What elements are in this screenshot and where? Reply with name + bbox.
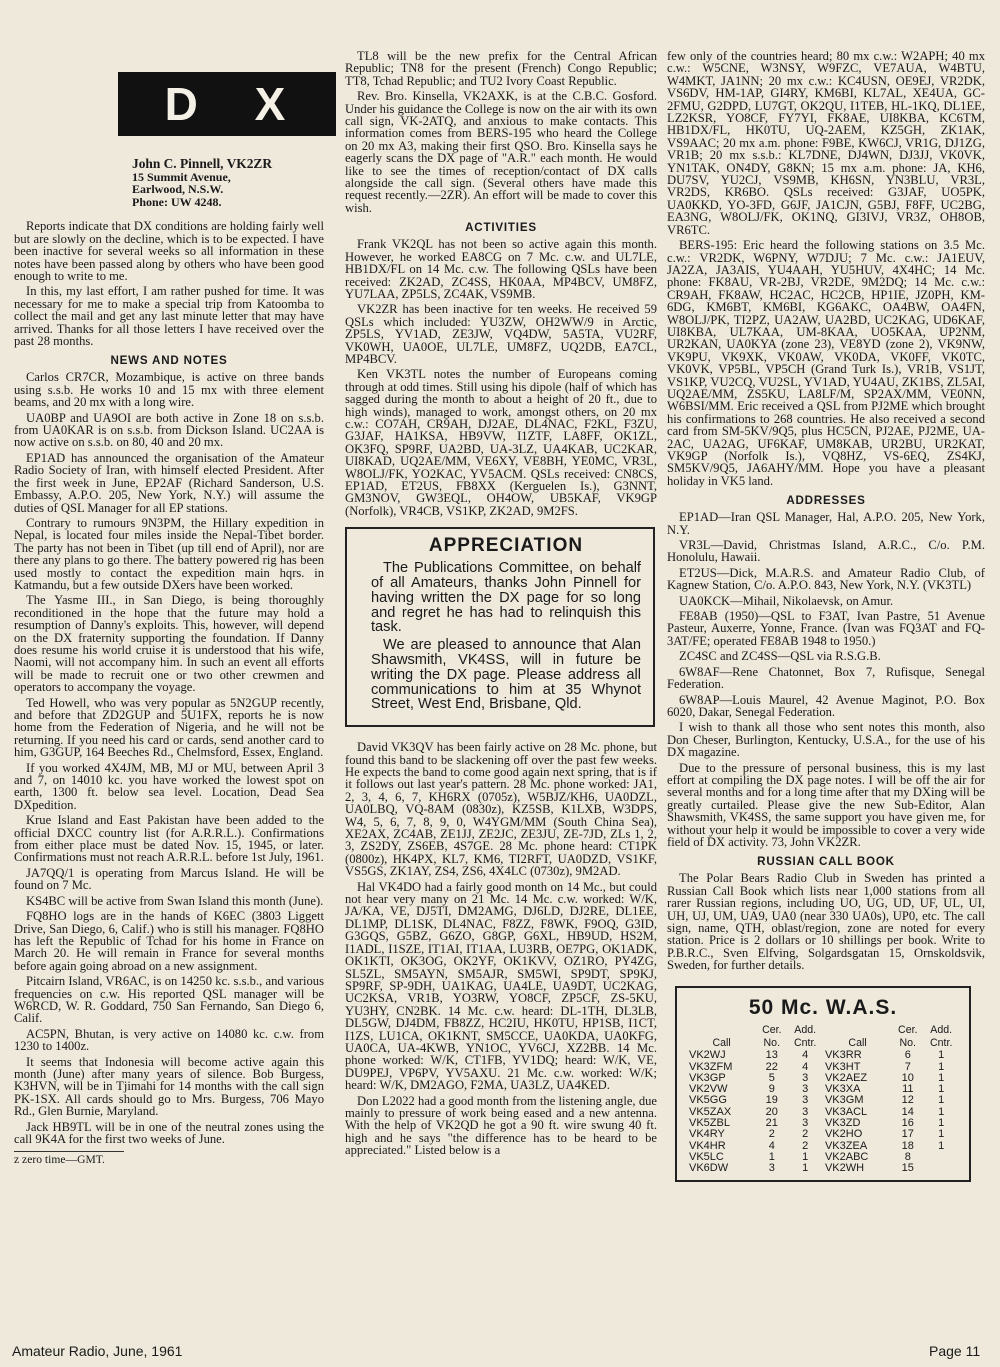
certificate-number: 6 bbox=[904, 1049, 911, 1062]
call-sign: VK3ZD bbox=[824, 1117, 861, 1129]
paragraph: FQ8HO logs are in the hands of K6EC (3803 Liggett Drive, San Diego, 6, Calif.) who is still his manager. FQ8HO has left the Republic of Tchad for his home in France on March 20. He will remain in France for several months before again going abroad on a new assignment. bbox=[14, 909, 324, 973]
paragraph: Ted Howell, who was very popular as 5N2GUP recently, and before that ZD2GUP and 5U1FX, reports he is now home from the Federation of Nigeria, and he will not be returning. If you need his card or cards, send another card to him, G3GUP, 164 Beeches Rd., Chelmsford, Essex, England. bbox=[14, 695, 324, 760]
added-countries: 3 bbox=[802, 1105, 809, 1118]
call-sign: VK2AEZ bbox=[824, 1071, 868, 1084]
table-row bbox=[687, 1084, 959, 1095]
address-entry: VR3L—David, Christmas Island, A.R.C., C/o. P.M. Honolulu, Hawaii. bbox=[667, 538, 985, 565]
call-sign: VK2HO bbox=[824, 1128, 863, 1141]
certificate-number: 15 bbox=[901, 1162, 914, 1175]
added-countries: 3 bbox=[802, 1094, 809, 1107]
table-row bbox=[687, 1118, 959, 1129]
paragraph: Frank VK2QL has not been so active again this month. However, he worked EA8CG on 7 Mc. c.w. and UL7LE, HB1DX/FL on 14 Mc. c.w. The following QSLs have been received: ZK2AD, ZC4SS, HK0AA, MP4BCV, UM8FZ, YU7LAA, ZP5LS, ZC4AK, VS9MB. bbox=[345, 237, 657, 301]
certificate-number: 10 bbox=[901, 1071, 914, 1084]
added-countries: 1 bbox=[938, 1105, 945, 1118]
appreciation-box bbox=[345, 527, 655, 727]
certificate-number: 7 bbox=[904, 1060, 911, 1073]
certificate-number: 11 bbox=[902, 1083, 914, 1096]
call-sign: VK3ACL bbox=[824, 1105, 868, 1118]
added-countries bbox=[923, 1152, 959, 1163]
paragraph: EP1AD has announced the organisation of the Amateur Radio Society of Iran, with himself elected President. After the first week in June, EP2AF (Richard Sanderson, U.S. Embassy, A.P.O. 205, New York, N.Y.) will assume the duties of QSL Manager for all EP stations. bbox=[14, 450, 324, 515]
call-sign: VK3ZFM bbox=[689, 1060, 733, 1073]
certificate-number: 20 bbox=[765, 1105, 778, 1118]
paragraph: The Yasme III., in San Diego, is being thoroughly reconditioned in the hope that the future may hold a resumption of Danny's exploits. This, however, will depend on the DX fraternity supporting the foundation. If Danny does resume his world cruise it is understood that his wife, Naomi, will not accompany him. In such an event all efforts will be made to recruit one or two other crewmen and operators to accompany the voyage. bbox=[14, 593, 324, 695]
column-2 bbox=[345, 50, 657, 1160]
address-entry: EP1AD—Iran QSL Manager, Hal, A.P.O. 205, New York, N.Y. bbox=[667, 510, 985, 537]
paragraph: TL8 will be the new prefix for the Central African Republic; TN8 for the present (French) Congo Republic; TT8, Tchad Republic; and TU2 Ivory Coast Republic. bbox=[345, 49, 657, 88]
heading-news: NEWS AND NOTES bbox=[110, 354, 228, 368]
call-sign: VK6DW bbox=[689, 1162, 729, 1175]
call-sign: VK5LC bbox=[689, 1150, 724, 1163]
address-entry: ET2US—Dick, M.A.R.S. and Amateur Radio Club, of Kagnew Station, C/o. A.P.O. 843, New York, N.Y. (VK3TL) bbox=[667, 565, 985, 593]
certificate-number: 2 bbox=[768, 1128, 775, 1141]
paragraph: Carlos CR7CR, Mozambique, is active on three bands using s.s.b. He works 10 and 15 mx with three element beams, and 20 mx with a long wire. bbox=[14, 370, 324, 410]
paragraph: Rev. Bro. Kinsella, VK2AXK, is at the C.B.C. Gosford. Under his guidance the College is now on the air with its own call sign, VK-2ATQ, and anxious to make contacts. This information comes from BERS-195 who heard the College on 20 mx A3, making their first QSO. Bro. Kinsella says he eagerly scans the DX page of "A.R." each month. He would like to see the times of reception/contact of DX calls alongside the call sign. (Several others have made this request recently.—2ZR). An effort will be made to cover this wish. bbox=[345, 89, 657, 215]
certificate-number: 16 bbox=[901, 1117, 914, 1129]
added-countries: 1 bbox=[802, 1162, 809, 1175]
added-countries: 4 bbox=[802, 1049, 809, 1062]
paragraph: It seems that Indonesia will become active again this month (June) after many years of silence. Bob Burgess, K3HVN, will be in Tjimahi for 14 months with the call sign PK-1SX. All cards should go to Mrs. Burgess, 706 Mayo Rd., Glen Burnie, Maryland. bbox=[14, 1054, 324, 1119]
section-title: D X bbox=[118, 72, 336, 136]
heading-russian-call-book: RUSSIAN CALL BOOK bbox=[757, 855, 895, 869]
paragraph: If you worked 4X4JM, MB, MJ or MU, between April 3 and 7, on 14010 kc. you have worked the lowest spot on earth, 1300 ft. below sea level. Location, Dead Sea DXpedition. bbox=[14, 760, 324, 812]
added-countries: 1 bbox=[938, 1094, 945, 1107]
col-header: Cer. bbox=[898, 1023, 918, 1036]
column-1 bbox=[14, 72, 324, 1170]
certificate-number: 18 bbox=[901, 1139, 914, 1152]
certificate-number: 9 bbox=[768, 1083, 775, 1096]
paragraph: The Polar Bears Radio Club in Sweden has printed a Russian Call Book which lists near 1,000 stations from all rarer Russian regions, including UO, UG, UD, UF, UL, UI, UH, UJ, UM, UA9, UA0 (near 330 UA0s), UP0, etc. The call sign, name, QTH, oblast/region, zone are noted for every station. Price is 2 dollars or 10 shillings per book. Write to P.B.R.C., Sven Elfving, Solgardsgatan 15, Ornskoldsvik, Sweden, for further details. bbox=[667, 871, 985, 973]
added-countries: 1 bbox=[938, 1049, 945, 1062]
address-entry: ZC4SC and ZC4SS—QSL via R.S.G.B. bbox=[679, 649, 881, 664]
paragraph: Don L2022 had a good month from the listening angle, due mainly to pressure of work being eased and a new antenna. With the help of VK2QD he got a 90 ft. wire swung 40 ft. high and he says "the difference has to be heard to be appreciated." Listed below is a bbox=[345, 1093, 657, 1158]
paragraph: Ken VK3TL notes the number of Europeans coming through at odd times. Still using his dipole (half of which has sagged during the month to about a height of 20 ft., due to high winds), managed to work, amongst others, on 20 mx c.w.: CO7AH, CR9AH, DJ2AE, DL4NAC, F2KL, F3ZU, G3JAF, HA1KSA, HB9VW, I1ZTF, LA8FF, OK1ZL, OK3FQ, SP9RF, UA2BD, UA-3LZ, UA4KAB, UC2KAR, UI8KAD, UQ2AE/MM, VE6XY, VE8BH, YE0MC, VR3L, W8OLJ/FK, YO2KAC, YV5ACM. QSLs received: CN8CS, EP1AD, ET2US, FB8XX (Kerguelen Is.), G3NNT, GM3NOV, GW3EQL, OH4OW, UB5KAF, VK9GP (Norfolk), VR4CB, VS1KP, ZK2AD, 9M2FS. bbox=[345, 367, 657, 518]
was-title: 50 Mc. W.A.S. bbox=[748, 995, 898, 1019]
added-countries: 3 bbox=[802, 1071, 809, 1084]
appreciation-paragraph: We are pleased to announce that Alan Shawsmith, VK4SS, will in future be writing the DX page. Please address all communications to him at 35 Whynot Street, West End, Brisbane, Qld. bbox=[371, 637, 641, 713]
col-header: Cer. bbox=[762, 1023, 782, 1036]
added-countries: 1 bbox=[938, 1060, 945, 1073]
paragraph: AC5PN, Bhutan, is very active on 14080 kc. c.w. from 1230 to 1400z. bbox=[14, 1026, 324, 1054]
table-row bbox=[687, 1141, 959, 1152]
added-countries bbox=[923, 1163, 959, 1174]
author-phone: Phone: UW 4248. bbox=[132, 194, 222, 209]
call-sign: VK5GG bbox=[689, 1094, 727, 1107]
col-header: Cntr. bbox=[930, 1036, 953, 1049]
address-entry: FE8AB (1950)—QSL to F3AT, Ivan Pastre, 51 Avenue Pasteur, Auxerre, Yonne, France. (Ivan was FQ3AT and FQ-3AT/FE; operated FE8AB 1948 to 1950.) bbox=[667, 609, 985, 648]
table-row bbox=[687, 1163, 959, 1174]
added-countries: 1 bbox=[938, 1128, 945, 1141]
author-address-line: Earlwood, N.S.W. bbox=[132, 182, 224, 197]
table-row bbox=[687, 1095, 959, 1106]
added-countries: 3 bbox=[802, 1117, 809, 1129]
certificate-number: 13 bbox=[765, 1049, 778, 1062]
col-header: Add. bbox=[930, 1023, 953, 1036]
paragraph: JA7QQ/1 is operating from Marcus Island. He will be found on 7 Mc. bbox=[14, 865, 324, 893]
certificate-number: 1 bbox=[768, 1150, 775, 1163]
heading-activities: ACTIVITIES bbox=[465, 221, 537, 235]
table-row bbox=[687, 1129, 959, 1140]
added-countries: 1 bbox=[938, 1071, 945, 1084]
footer-publication: Amateur Radio, June, 1961 bbox=[12, 1343, 183, 1359]
call-sign: VK2VW bbox=[689, 1083, 728, 1096]
was-table-body bbox=[687, 1050, 959, 1174]
appreciation-title: APPRECIATION bbox=[428, 535, 584, 557]
address-entry: 6W8AP—Louis Maurel, 42 Avenue Maginot, P.O. Box 6020, Dakar, Senegal Federation. bbox=[667, 692, 985, 719]
table-row bbox=[687, 1062, 959, 1073]
col-header: Call bbox=[712, 1036, 731, 1049]
added-countries: 1 bbox=[938, 1139, 945, 1152]
paragraph: In this, my last effort, I am rather pushed for time. It was necessary for me to make a special trip from Katoomba to collect the mail and get any last minute letter that may have arrived. Thanks for all those letters I have received over the past 28 months. bbox=[14, 284, 324, 349]
paragraph: BERS-195: Eric heard the following stations on 3.5 Mc. c.w.: VR2DK, W6PNY, W7DJU; 7 Mc. c.w.: JA1EUV, JA2ZA, JA3AIS, YU4AAH, YU5HUV, 4X4HC; 14 Mc. phone: FK8AU, VR-2BJ, VR2DE, 9M2DQ; 14 Mc. c.w.: CR9AH, FK8AW, HC2AC, HC2CB, HP1IE, JZ0PH, KM-6DG, KM6BT, KM6BI, KG6AKC, OA4BW, OA4FN, W8OLJ/PK, TI2PZ, UA2AW, UA2BD, UC2KAG, UD6KAF, UI8KBA, UL7KAA, UM-8KAA, UO5KAA, UP2NM, UR2KAN, UA0KYA (zone 23), VE8YD (zone 2), VK9NW, VK9PU, VK9XK, VK0AW, VK0DA, VK0FF, VK0TC, VK0VK, VP5BL, VP5CH (Grand Turk Is.), VR1B, VS1JT, VS1KP, VU2CQ, VU2SL, YV1AD, YU4AU, ZK1BS, ZL5AI, UQ2AE/MM, ZS5KU, LA8LF/M, SP2AX/MM, VE0NN, W6BSI/MM. Eric received a QSL from PJ2ME which brought his confirmations to 268 countries. He also received a second card from SM-5KV/9Q5, plus HC5CN, PJ2AE, PJ2ME, UA-2AC, UA2AG, UF6KAF, UM8KAB, UR2BU, UR2KAT, VK9GP (Norfolk Is.), VQ8HZ, VS-6EQ, ZS4KJ, SM5KV/9Q5, JA6AHY/MM. Hope you have a pleasant holiday in VK5 land. bbox=[667, 238, 985, 488]
table-row bbox=[687, 1050, 959, 1061]
certificate-number: 14 bbox=[901, 1105, 914, 1118]
col-header: No. bbox=[763, 1036, 781, 1049]
paragraph: Due to the pressure of personal business, this is my last effort at compiling the DX page notes. I will be off the air for several months and for a long time after that my DXing will be greatly curtailed. Please give the new Sub-Editor, Alan Shawsmith, VK4SS, the same support you have given me, for without your help it would be impossible to cover a very wide field of DX activity. 73, John VK2ZR. bbox=[667, 760, 985, 849]
author-address-line: 15 Summit Avenue, bbox=[132, 169, 231, 184]
added-countries: 2 bbox=[802, 1139, 809, 1152]
col-header: No. bbox=[899, 1036, 917, 1049]
certificate-number: 17 bbox=[901, 1128, 914, 1141]
added-countries: 4 bbox=[802, 1060, 809, 1073]
added-countries: 1 bbox=[938, 1083, 945, 1096]
was-table bbox=[687, 1024, 959, 1175]
added-countries: 1 bbox=[802, 1150, 809, 1163]
column-3 bbox=[667, 50, 985, 1182]
call-sign: VK2WH bbox=[824, 1162, 865, 1175]
paragraph: Pitcairn Island, VR6AC, is on 14250 kc. s.s.b., and various frequencies on c.w. His reported QSL manager will be W6RCD, W. R. Goddard, 750 San Fernando, San Diego 6, Calif. bbox=[14, 974, 324, 1026]
footer-page-number: Page 11 bbox=[929, 1343, 981, 1359]
certificate-number: 4 bbox=[768, 1139, 775, 1152]
call-sign: VK3GM bbox=[824, 1094, 864, 1107]
certificate-number: 12 bbox=[901, 1094, 914, 1107]
call-sign: VK2WJ bbox=[689, 1049, 726, 1062]
paragraph: Krue Island and East Pakistan have been added to the official DXCC country list (for A.R.R.L.). Confirmations from either place must be dated Nov. 15, 1945, or later. Confirmations must not reach A.R.R.L. before 1st July, 1961. bbox=[14, 813, 324, 865]
certificate-number: 19 bbox=[765, 1094, 778, 1107]
call-sign: VK2ABC bbox=[824, 1150, 869, 1163]
paragraph: UA0BP and UA9OI are both active in Zone 18 on s.s.b. from UA0KAR is on s.s.b. from Dickson Island. UC2AA is now active on s.s.b. on 80, 40 and 20 mx. bbox=[14, 410, 324, 450]
paragraph: KS4BC will be active from Swan Island this month (June). bbox=[26, 893, 324, 908]
paragraph: VK2ZR has been inactive for ten weeks. He received 59 QSLs which included: YU3ZW, OH2WW/9 in Arctic, ZP5LS, YV1AD, ZE3JW, VQ4DW, 5A5TA, VU2RF, VK0WH, UA0OE, UL7LE, UM8FZ, UQ2DB, EA7CL, MP4BCV. bbox=[345, 302, 657, 366]
col-header: Call bbox=[848, 1036, 867, 1049]
call-sign: VK4RY bbox=[689, 1128, 725, 1141]
call-sign: VK4HR bbox=[689, 1139, 726, 1152]
was-table-box bbox=[675, 986, 971, 1183]
added-countries: 1 bbox=[938, 1117, 945, 1129]
appreciation-paragraph: The Publications Committee, on behalf of all Amateurs, thanks John Pinnell for having written the DX page for so long and regret he has had to relinquish this task. bbox=[371, 560, 641, 636]
paragraph: David VK3QV has been fairly active on 28 Mc. phone, but found this band to be slackening off over the past few weeks. He expects the band to come good again next spring, that is if it follows out last year's pattern. 28 Mc. phone worked: JA1, 2, 3, 4, 6, 7, KH6RX (0705z), W5BJZ/KH6, UA0DZL, UA0LBQ, VQ-8AM (0830z), KZ5SB, K1LXB, W3DPS, W4, 5, 6, 7, 8, 9, 0, W4YGM/MM (South China Sea), XE2AX, ZC4AB, ZE1JJ, ZE2JC, ZE3JU, ZE-7JD, ZLs 1, 2, 3, ZS2DY, ZS6EB, 4S7GE. 28 Mc. phone heard: CT1PK (0800z), HK4PX, KL7, KM6, TI2RFT, UA0DZD, VS1KF, VS5GS, ZK1AY, ZS4, ZS6, 4X4LC (0730z), 9M2AD. bbox=[345, 740, 657, 879]
author-block bbox=[132, 158, 324, 208]
paragraph: I wish to thank all those who sent notes this month, also Don Cheser, Burlington, Kentucky, U.S.A., for the use of his DX magazine. bbox=[667, 720, 985, 760]
certificate-number: 3 bbox=[768, 1162, 775, 1175]
paragraph: Jack HB9TL will be in one of the neutral zones using the call 9K4A for the first two weeks of June. bbox=[14, 1119, 324, 1146]
call-sign: VK5ZBL bbox=[689, 1117, 730, 1129]
call-sign: VK3RR bbox=[824, 1049, 862, 1062]
paragraph: Hal VK4DO had a fairly good month on 14 Mc., but could not hear very many on 21 Mc. 14 Mc. c.w. worked: W/K, JA/KA, VE, DJ5TI, DM2AMG, DJ6LD, DJ2RE, DL1EE, DL1MP, DL1SK, DL4NAC, F8ZZ, F8WK, F9OQ, G3ID, G3GQS, G5BZ, G6ZO, G8GP, G6XL, HB9UD, HS2M, I1ADL, I1SZE, IT1AI, IT1AA, LU3RB, OE7PG, OK1ADK, OK1KTI, OK3OG, OK2YF, OK1KVV, OZ1RO, PY4ZG, SL5ZL, SM5AYN, SM5AJR, SM5WI, SP9DT, SP9KJ, SP9RF, SP-9DH, UA1KAG, UA4LE, UA9DT, UC2KAG, UC2KSA, VR1B, YO3RW, YO8CF, ZP5CF, ZS-5KU, YU3HY, CN2BK. 14 Mc. c.w. heard: DL-1TH, DL3LB, DL5GW, DJ4DM, FB8ZZ, HC2IU, HK0TU, HP1SB, I1CT, I1ZS, LU1CA, OK1KNT, SM5CCE, UA0KDA, UA0KFG, UA0CA, UA-4KWB, YN1OC, YV6CJ, XZ2BB. 14 Mc. phone worked: W/K, CT1FB, YV1DQ; heard: W/K, VE, DU9PEJ, VP6PV, YV5AXU. 21 Mc. c.w. worked: W/K; heard: W/K, DM2AGO, F2MA, UA3LZ, UA4KED. bbox=[345, 879, 657, 1093]
call-sign: VK3XA bbox=[824, 1083, 861, 1096]
heading-addresses: ADDRESSES bbox=[786, 494, 866, 508]
certificate-number: 22 bbox=[765, 1060, 778, 1073]
certificate-number: 8 bbox=[904, 1150, 911, 1163]
certificate-number: 5 bbox=[768, 1071, 775, 1084]
author-name: John C. Pinnell, VK2ZR bbox=[132, 156, 273, 171]
col-header: Cntr. bbox=[794, 1036, 817, 1049]
paragraph: Reports indicate that DX conditions are holding fairly well but are slowly on the decline, which is to be expected. I have been inactive for several weeks so all information in these notes have been passed along by others who have been good enough to write to me. bbox=[14, 219, 324, 283]
certificate-number: 21 bbox=[765, 1117, 778, 1129]
call-sign: VK3ZEA bbox=[824, 1139, 868, 1152]
address-entry: UA0KCK—Mihail, Nikolaevsk, on Amur. bbox=[679, 593, 894, 608]
paragraph: Contrary to rumours 9N3PM, the Hillary expedition in Nepal, is located four miles inside the Nepal-Tibet border. The party has not been in Tibet (up till end of April), nor are there any plans to go there. The battery powered rig has been used mostly to contact the expedition main hqrs. in Katmandu, but a few outside DXers have been worked. bbox=[14, 515, 324, 592]
call-sign: VK3GP bbox=[689, 1071, 726, 1084]
address-entry: 6W8AF—Rene Chatonnet, Box 7, Rufisque, Senegal Federation. bbox=[667, 664, 985, 692]
added-countries: 2 bbox=[802, 1128, 809, 1141]
paragraph: few only of the countries heard; 80 mx c.w.: W2APH; 40 mx c.w.: W5CNE, W3NSY, W9FZC, VE7AUA, W4BTU, W4MKT, JA1NN; 20 mx c.w.: KC4USN, OE9EJ, VR2DK, VS6DV, HM-1AP, GI4RY, KM6BI, KL7AL, XE4UA, GC-2FMU, G2DPD, LU7GT, OK2QU, I1TEB, HL-1KQ, DL1EE, LZ2KSR, YO8CF, FY7YI, FK8AE, UI8KBA, KC6TM, HB1DX/FL, HK0TU, UQ-2AEM, KZ5GH, ZK1AK, VS9AAC; 20 mx a.m. phone: F9BE, KW6CJ, VR1G, DJ1ZG, VR1B; 20 mx s.s.b.: KL7DNE, DJ4WN, DJ3JJ, VK0VK, YN1TAK, ON4DY, G8KN; 15 mx a.m. phone: JA, KH6, DU7SV, YU2CJ, VS9MB, KH6SN, YN3BLU, VR3L, VR2DS, KR6BO. QSLs received: G3JAF, UO5PK, UA0KKD, YO-3FD, G6JF, JA1CJN, G5BJ, F8FF, UC2BG, EA3NG, W8OLJ/FK, OK1NQ, GI3IVJ, VR3Z, OH8OB, VR6TC. bbox=[667, 49, 985, 237]
added-countries: 3 bbox=[802, 1083, 809, 1096]
footnote: z zero time—GMT. bbox=[14, 1151, 124, 1166]
call-sign: VK3HT bbox=[824, 1060, 861, 1073]
call-sign: VK5ZAX bbox=[689, 1105, 732, 1118]
col-header: Add. bbox=[794, 1023, 817, 1036]
